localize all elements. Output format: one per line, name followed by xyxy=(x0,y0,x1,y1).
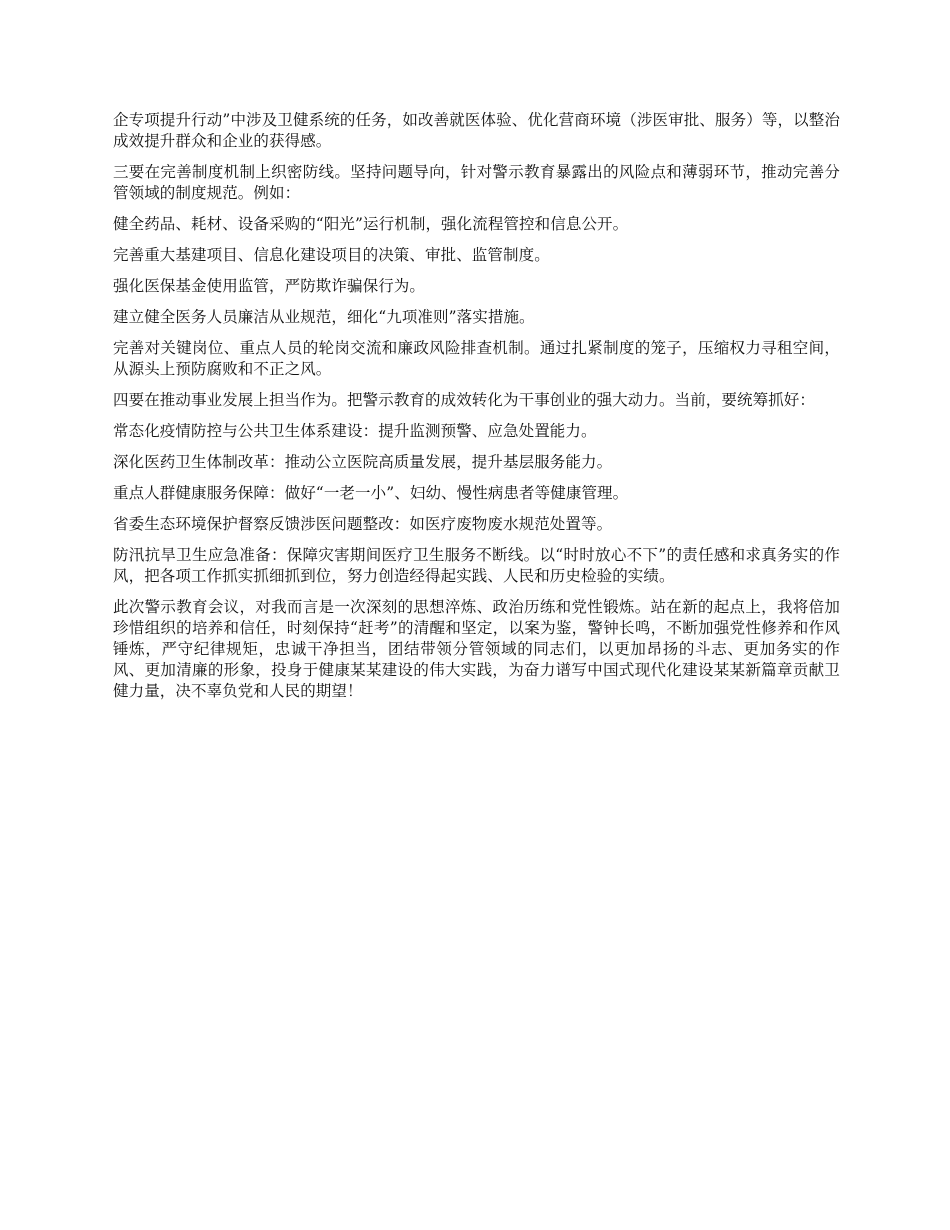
paragraph: 建立健全医务人员廉洁从业规范，细化“九项准则”落实措施。 xyxy=(113,308,535,326)
paragraph: 三要在完善制度机制上织密防线。坚持问题导向，针对警示教育暴露出的风险点和薄弱环节，推动完善分管领域的制度规范。例如： xyxy=(113,163,840,202)
paragraph: 完善重大基建项目、信息化建设项目的决策、审批、监管制度。 xyxy=(113,246,550,264)
paragraph: 健全药品、耗材、设备采购的“阳光”运行机制，强化流程管控和信息公开。 xyxy=(113,215,629,233)
paragraph: 完善对关键岗位、重点人员的轮岗交流和廉政风险排查机制。通过扎紧制度的笼子，压缩权力寻租空间，从源头上预防腐败和不正之风。 xyxy=(113,339,840,378)
paragraph: 省委生态环境保护督察反馈涉医问题整改：如医疗废物废水规范处置等。 xyxy=(113,515,613,533)
paragraph: 此次警示教育会议，对我而言是一次深刻的思想淬炼、政治历练和党性锻炼。站在新的起点上，我将倍加珍惜组织的培养和信任，时刻保持“赶考”的清醒和坚定，以案为鉴，警钟长鸣，不断加强党性修养和作风锤炼，严守纪律规矩，忠诚干净担当，团结带领分管领域的同志们，以更加昂扬的斗志、更加务实的作风、更加清廉的形象，投身于健康某某建设的伟大实践，为奋力谱写中国式现代化建设某某新篇章贡献卫健力量，决不辜负党和人民的期望！ xyxy=(113,598,840,700)
paragraph: 四要在推动事业发展上担当作为。把警示教育的成效转化为干事创业的强大动力。当前，要统筹抓好： xyxy=(113,391,816,409)
paragraph: 防汛抗旱卫生应急准备：保障灾害期间医疗卫生服务不断线。以“时时放心不下”的责任感和求真务实的作风，把各项工作抓实抓细抓到位，努力创造经得起实践、人民和历史检验的实绩。 xyxy=(113,546,840,585)
paragraph: 深化医药卫生体制改革：推动公立医院高质量发展，提升基层服务能力。 xyxy=(113,453,613,471)
paragraph: 重点人群健康服务保障：做好“一老一小”、妇幼、慢性病患者等健康管理。 xyxy=(113,484,629,502)
paragraph: 强化医保基金使用监管，严防欺诈骗保行为。 xyxy=(113,277,426,295)
paragraph: 企专项提升行动”中涉及卫健系统的任务，如改善就医体验、优化营商环境（涉医审批、服务）等，以整治成效提升群众和企业的获得感。 xyxy=(113,111,840,150)
paragraph: 常态化疫情防控与公共卫生体系建设：提升监测预警、应急处置能力。 xyxy=(113,422,597,440)
document-body xyxy=(113,110,840,712)
